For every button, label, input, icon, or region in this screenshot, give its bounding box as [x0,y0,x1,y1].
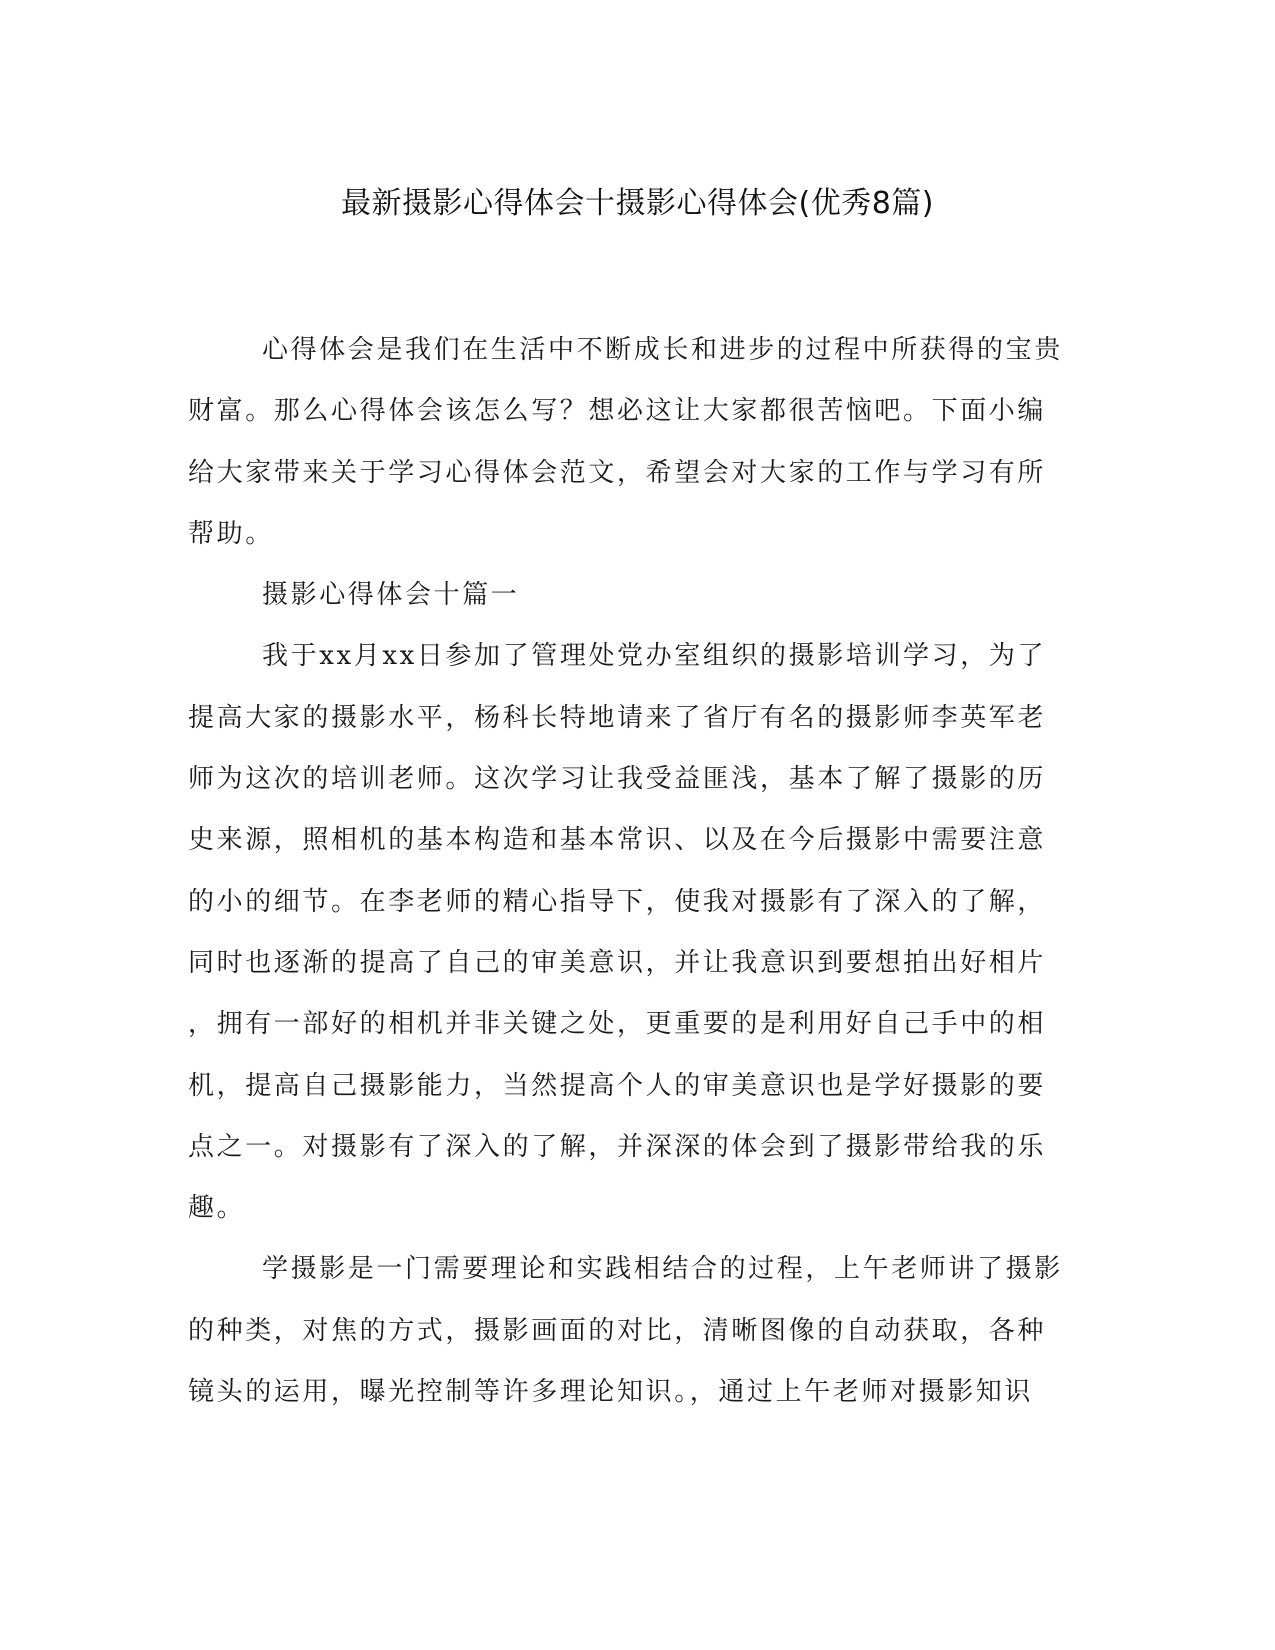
paragraph-line: 我于xx月xx日参加了管理处党办室组织的摄影培训学习，为了 [262,641,1047,672]
paragraph-line: 镜头的运用，曝光控制等许多理论知识。，通过上午老师对摄影知识 [188,1377,1034,1408]
paragraph-line: 师为这次的培训老师。这次学习让我受益匪浅，基本了解了摄影的历 [188,764,1047,795]
paragraph-line: 史来源，照相机的基本构造和基本常识、以及在今后摄影中需要注意 [188,825,1047,856]
paragraph-line: 的种类，对焦的方式，摄影画面的对比，清晰图像的自动获取，各种 [188,1315,1047,1346]
paragraph-line: 给大家带来关于学习心得体会范文，希望会对大家的工作与学习有所 [188,457,1047,488]
document-title: 最新摄影心得体会十摄影心得体会(优秀8篇) [341,186,934,221]
paragraph-line: 同时也逐渐的提高了自己的审美意识，并让我意识到要想拍出好相片 [188,947,1047,978]
paragraph-line: 学摄影是一门需要理论和实践相结合的过程，上午老师讲了摄影 [262,1254,1063,1285]
section-heading: 摄影心得体会十篇一 [262,580,520,611]
paragraph-line: ，拥有一部好的相机并非关键之处，更重要的是利用好自己手中的相 [188,1009,1047,1040]
paragraph-line: 的小的细节。在李老师的精心指导下，使我对摄影有了深入的了解， [188,886,1047,917]
paragraph-line: 趣。 [188,1193,246,1224]
paragraph-line: 帮助。 [188,518,274,549]
paragraph-line: 心得体会是我们在生活中不断成长和进步的过程中所获得的宝贵 [262,335,1063,365]
paragraph-line: 机，提高自己摄影能力，当然提高个人的审美意识也是学好摄影的要 [188,1070,1047,1101]
paragraph-line: 点之一。对摄影有了深入的了解，并深深的体会到了摄影带给我的乐 [188,1131,1047,1162]
paragraph-line: 提高大家的摄影水平，杨科长特地请来了省厅有名的摄影师李英军老 [188,702,1047,733]
document-body [188,320,1068,1423]
paragraph-line: 财富。那么心得体会该怎么写？想必这让大家都很苦恼吧。下面小编 [188,396,1047,427]
